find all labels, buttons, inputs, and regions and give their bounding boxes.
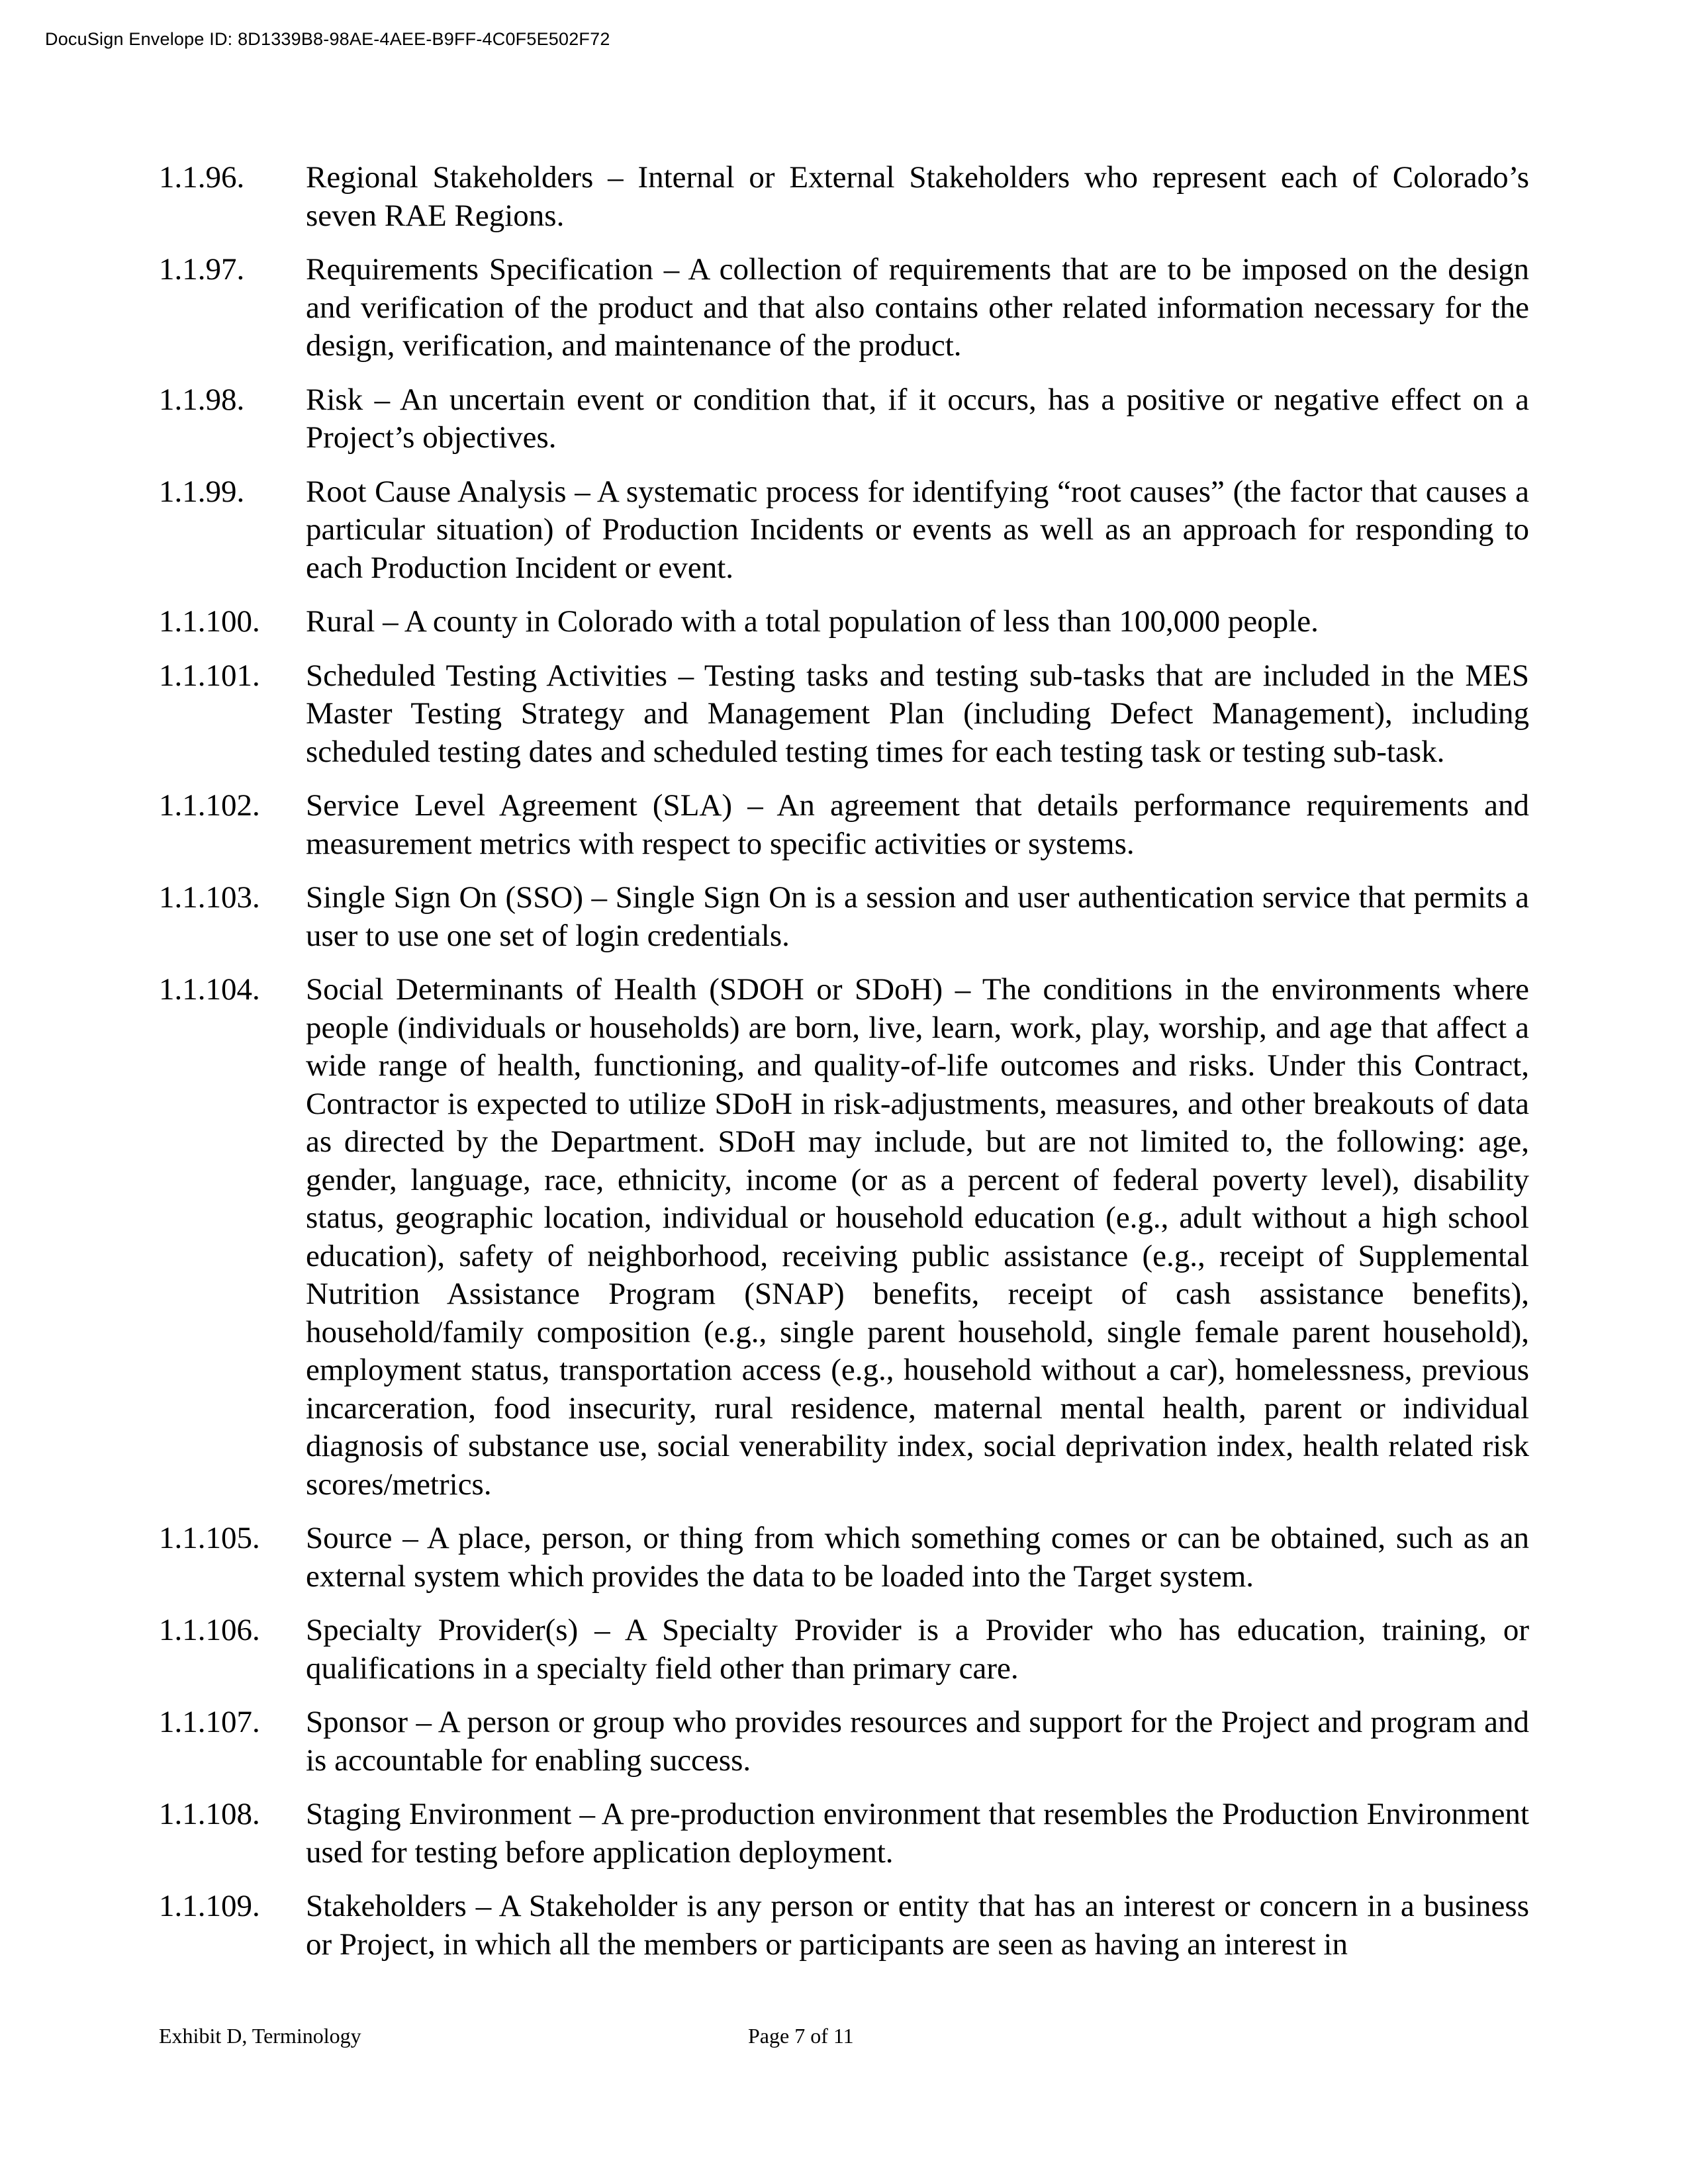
term-number: 1.1.107. [159,1705,260,1739]
term-item-1-1-107 [159,1704,1529,1780]
footer-page-number: Page 7 of 11 [748,2024,854,2048]
term-number: 1.1.96. [159,160,245,195]
term-number: 1.1.98. [159,382,245,417]
term-definition: Stakeholders – A Stakeholder is any person or entity that has an interest or concern in a business or Project, in which all the members or participants are seen as having an interest in [306,1889,1529,1962]
term-definition: Source – A place, person, or thing from which something comes or can be obtained, such as an external system which provides the data to be loaded into the Target system. [306,1521,1529,1594]
term-item-1-1-106 [159,1612,1529,1688]
term-item-1-1-101 [159,657,1529,772]
term-item-1-1-97 [159,251,1529,365]
term-item-1-1-105 [159,1520,1529,1596]
term-number: 1.1.106. [159,1613,260,1647]
terminology-list [159,159,1529,1979]
term-definition: Social Determinants of Health (SDOH or SDoH) – The conditions in the environments where people (individuals or households) are born, live, learn, work, play, worship, and age that affect a wide range of health, functioning, and quality-of-life outcomes and risks. Under this Contract, Contractor is expected to utilize SDoH in risk-adjustments, measures, and other breakouts of data as directed by the Department. SDoH may include, but are not limited to, the following: age, gender, language, race, ethnicity, income (or as a percent of federal poverty level), disability status, geographic location, individual or household education (e.g., adult without a high school education), safety of neighborhood, receiving public assistance (e.g., receipt of Supplemental Nutrition Assistance Program (SNAP) benefits, receipt of cash assistance benefits), household/family composition (e.g., single parent household, single female parent household), employment status, transportation access (e.g., household without a car), homelessness, previous incarceration, food insecurity, rural residence, maternal mental health, parent or individual diagnosis of substance use, social venerability index, social deprivation index, health related risk scores/metrics. [306,972,1529,1502]
term-number: 1.1.101. [159,658,260,693]
term-number: 1.1.104. [159,972,260,1007]
term-definition: Sponsor – A person or group who provides resources and support for the Project and program and is accountable for enabling success. [306,1705,1529,1778]
footer-document-title: Exhibit D, Terminology [159,2024,361,2048]
term-definition: Risk – An uncertain event or condition that, if it occurs, has a positive or negative effect on a Project’s objectives. [306,382,1529,455]
term-number: 1.1.97. [159,252,245,287]
term-item-1-1-103 [159,879,1529,955]
term-number: 1.1.100. [159,604,260,639]
term-definition: Single Sign On (SSO) – Single Sign On is a session and user authentication service that permits a user to use one set of login credentials. [306,880,1529,953]
term-item-1-1-108 [159,1796,1529,1872]
term-definition: Specialty Provider(s) – A Specialty Provider is a Provider who has education, training, or qualifications in a specialty field other than primary care. [306,1613,1529,1686]
term-definition: Requirements Specification – A collection of requirements that are to be imposed on the design and verification of the product and that also contains other related information necessary for the design, verification, and maintenance of the product. [306,252,1529,363]
term-definition: Rural – A county in Colorado with a total population of less than 100,000 people. [306,604,1319,639]
term-number: 1.1.109. [159,1889,260,1923]
term-item-1-1-104 [159,971,1529,1504]
term-number: 1.1.108. [159,1797,260,1831]
term-number: 1.1.103. [159,880,260,915]
term-item-1-1-96 [159,159,1529,235]
term-definition: Scheduled Testing Activities – Testing tasks and testing sub-tasks that are included in the MES Master Testing Strategy and Management Plan (including Defect Management), including scheduled testing dates and scheduled testing times for each testing task or testing sub-task. [306,658,1529,769]
term-number: 1.1.105. [159,1521,260,1555]
term-item-1-1-102 [159,787,1529,863]
term-definition: Staging Environment – A pre-production environment that resembles the Production Environment used for testing before application deployment. [306,1797,1529,1870]
docusign-envelope-id: DocuSign Envelope ID: 8D1339B8-98AE-4AEE-B9FF-4C0F5E502F72 [45,29,610,49]
term-number: 1.1.99. [159,474,245,509]
term-definition: Service Level Agreement (SLA) – An agreement that details performance requirements and measurement metrics with respect to specific activities or systems. [306,788,1529,861]
term-item-1-1-99 [159,473,1529,588]
term-item-1-1-100 [159,603,1529,641]
term-definition: Regional Stakeholders – Internal or External Stakeholders who represent each of Colorado’s seven RAE Regions. [306,160,1529,233]
term-item-1-1-98 [159,381,1529,457]
term-definition: Root Cause Analysis – A systematic process for identifying “root causes” (the factor that causes a particular situation) of Production Incidents or events as well as an approach for responding to each Production Incident or event. [306,474,1529,585]
term-item-1-1-109 [159,1888,1529,1964]
term-number: 1.1.102. [159,788,260,823]
